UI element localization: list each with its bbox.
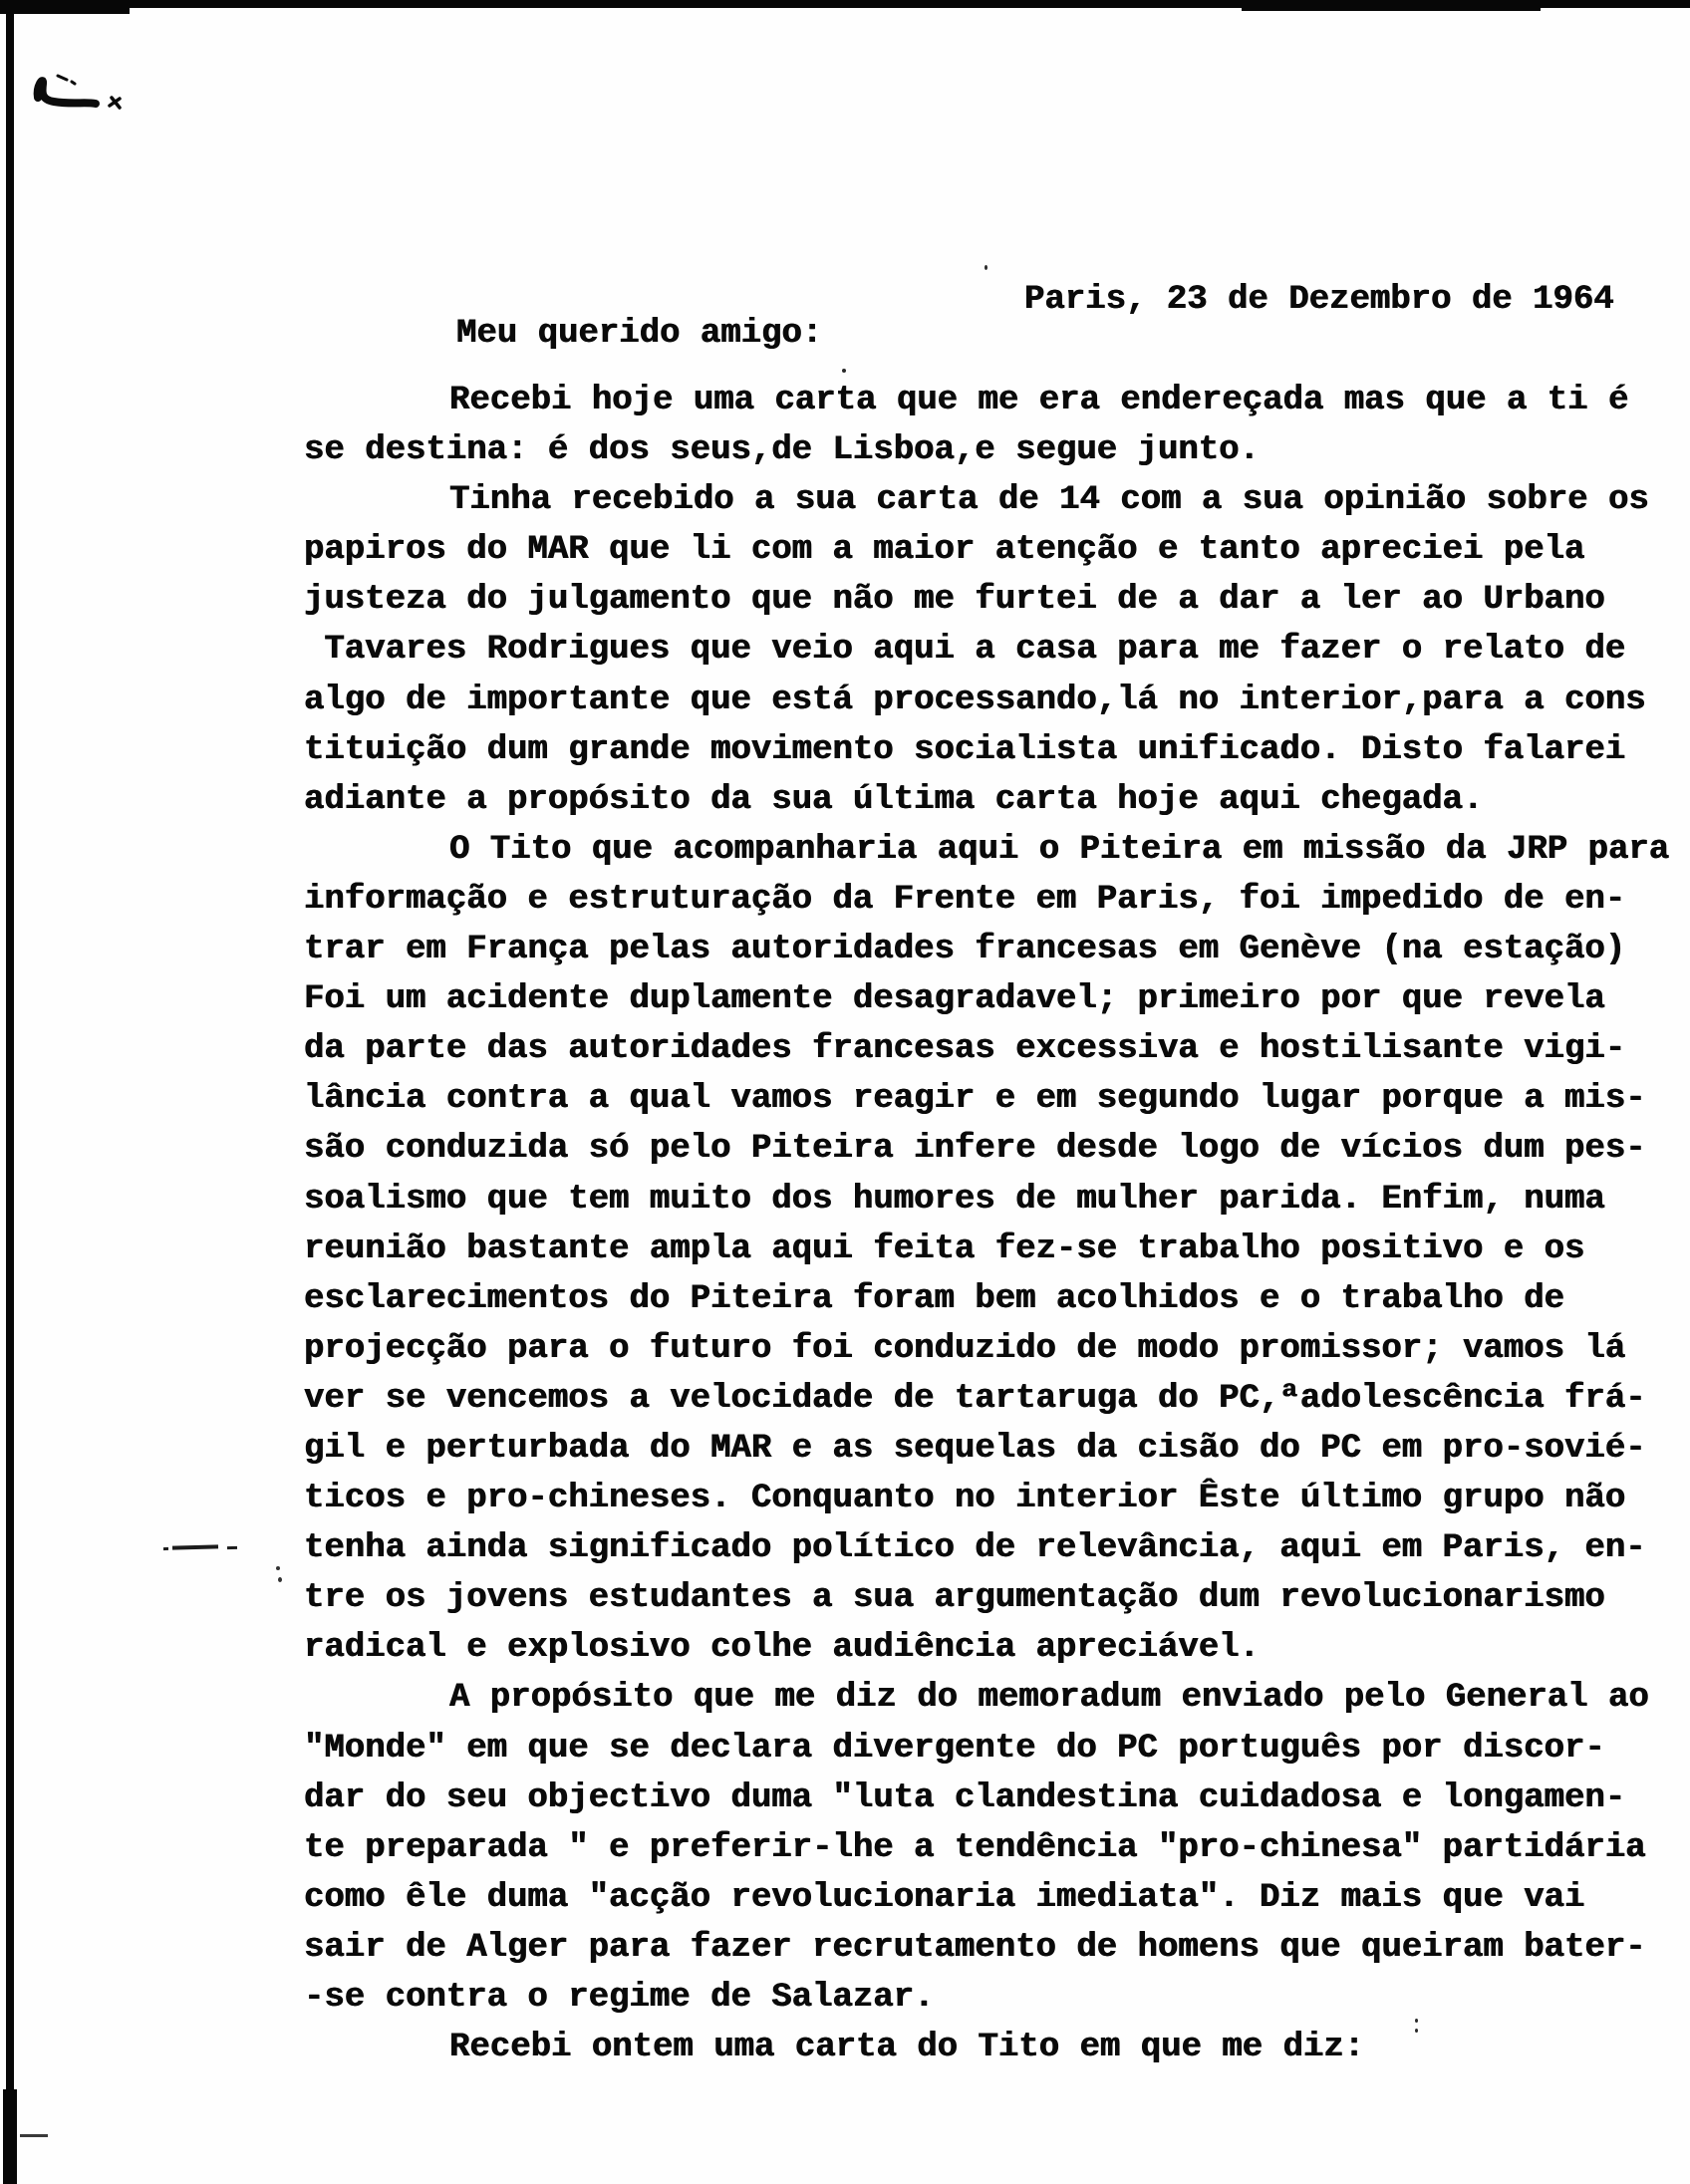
ink-speck <box>985 265 987 270</box>
letter-line: Tinha recebido a sua carta de 14 com a sua opinião sobre os <box>449 481 1649 520</box>
letter-line: informação e estruturação da Frente em Paris, foi impedido de en- <box>304 880 1626 919</box>
margin-pencil-dash <box>20 2134 48 2137</box>
letter-line: justeza do julgamento que não me furtei de a dar a ler ao Urbano <box>304 581 1605 620</box>
margin-pencil-dash <box>163 1547 168 1550</box>
margin-pencil-dash <box>227 1546 237 1549</box>
letter-line: "Monde" em que se declara divergente do PC português por discor- <box>304 1729 1605 1768</box>
letter-line: dar do seu objectivo duma "luta clandestina cuidadosa e longamen- <box>304 1778 1626 1817</box>
letter-line: te preparada " e preferir-lhe a tendência "pro-chinesa" partidária <box>304 1828 1646 1867</box>
letter-line: se destina: é dos seus,de Lisboa,e segue junto. <box>304 431 1260 470</box>
letter-line: Tavares Rodrigues que veio aqui a casa para me fazer o relato de <box>304 631 1626 670</box>
letter-line: algo de importante que está processando,lá no interior,para a cons <box>304 681 1646 719</box>
letter-line: esclarecimentos do Piteira foram bem acolhidos e o trabalho de <box>304 1279 1565 1318</box>
margin-pencil-dash <box>172 1544 218 1549</box>
letter-line: trar em França pelas autoridades francesas em Genève (na estação) <box>304 931 1626 969</box>
scan-left-edge-bottom-artifact <box>3 2089 17 2184</box>
letter-line: Recebi ontem uma carta do Tito em que me diz: <box>449 2029 1365 2067</box>
letter-line: O Tito que acompanharia aqui o Piteira em missão da JRP para <box>449 830 1670 869</box>
letter-line: tre os jovens estudantes a sua argumentação dum revolucionarismo <box>304 1579 1605 1618</box>
ink-speck <box>842 369 846 373</box>
ink-speck <box>276 1566 280 1570</box>
letter-line: reunião bastante ampla aqui feita fez-se trabalho positivo e os <box>304 1229 1585 1268</box>
letter-body <box>304 376 1684 2072</box>
letter-line: ticos e pro-chineses. Conquanto no interior Êste último grupo não <box>304 1480 1626 1518</box>
letter-line: A propósito que me diz do memoradum enviado pelo General ao <box>449 1679 1649 1718</box>
letter-line: ver se vencemos a velocidade de tartaruga do PC,ªadolescência frá- <box>304 1379 1646 1418</box>
ink-speck <box>278 1577 282 1582</box>
scan-left-edge-artifact <box>6 6 14 2184</box>
letter-line: papiros do MAR que li com a maior atenção e tanto apreciei pela <box>304 531 1585 570</box>
letter-line: são conduzida só pelo Piteira infere desde logo de vícios dum pes- <box>304 1130 1646 1169</box>
letter-line: soalismo que tem muito dos humores de mulher parida. Enfim, numa <box>304 1180 1605 1219</box>
handwritten-scribble-mark <box>28 64 157 124</box>
letter-line: lância contra a qual vamos reagir e em segundo lugar porque a mis- <box>304 1080 1646 1119</box>
letter-line: tituição dum grande movimento socialista unificado. Disto falarei <box>304 730 1626 769</box>
letter-line: Recebi hoje uma carta que me era endereçada mas que a ti é <box>449 382 1629 419</box>
letter-line: sair de Alger para fazer recrutamento de homens que queiram bater- <box>304 1928 1646 1967</box>
letter-line: como êle duma "acção revolucionaria imediata". Diz mais que vai <box>304 1878 1585 1917</box>
letter-line: da parte das autoridades francesas excessiva e hostilisante vigi- <box>304 1030 1626 1069</box>
letter-line: adiante a propósito da sua última carta hoje aqui chegada. <box>304 780 1484 819</box>
letter-line: radical e explosivo colhe audiência apreciável. <box>304 1629 1260 1668</box>
letter-line: Foi um acidente duplamente desagradavel; primeiro por que revela <box>304 980 1605 1019</box>
letter-line: gil e perturbada do MAR e as sequelas da cisão do PC em pro-sovié- <box>304 1429 1646 1468</box>
letter-line: -se contra o regime de Salazar. <box>304 1979 935 2017</box>
letter-date: Paris, 23 de Dezembro de 1964 <box>1024 281 1614 319</box>
letter-salutation: Meu querido amigo: <box>456 315 823 353</box>
scan-top-edge-artifact <box>0 0 1690 8</box>
letter-line: projecção para o futuro foi conduzido de modo promissor; vamos lá <box>304 1329 1626 1368</box>
letter-line: tenha ainda significado político de relevância, aqui em Paris, en- <box>304 1529 1646 1568</box>
